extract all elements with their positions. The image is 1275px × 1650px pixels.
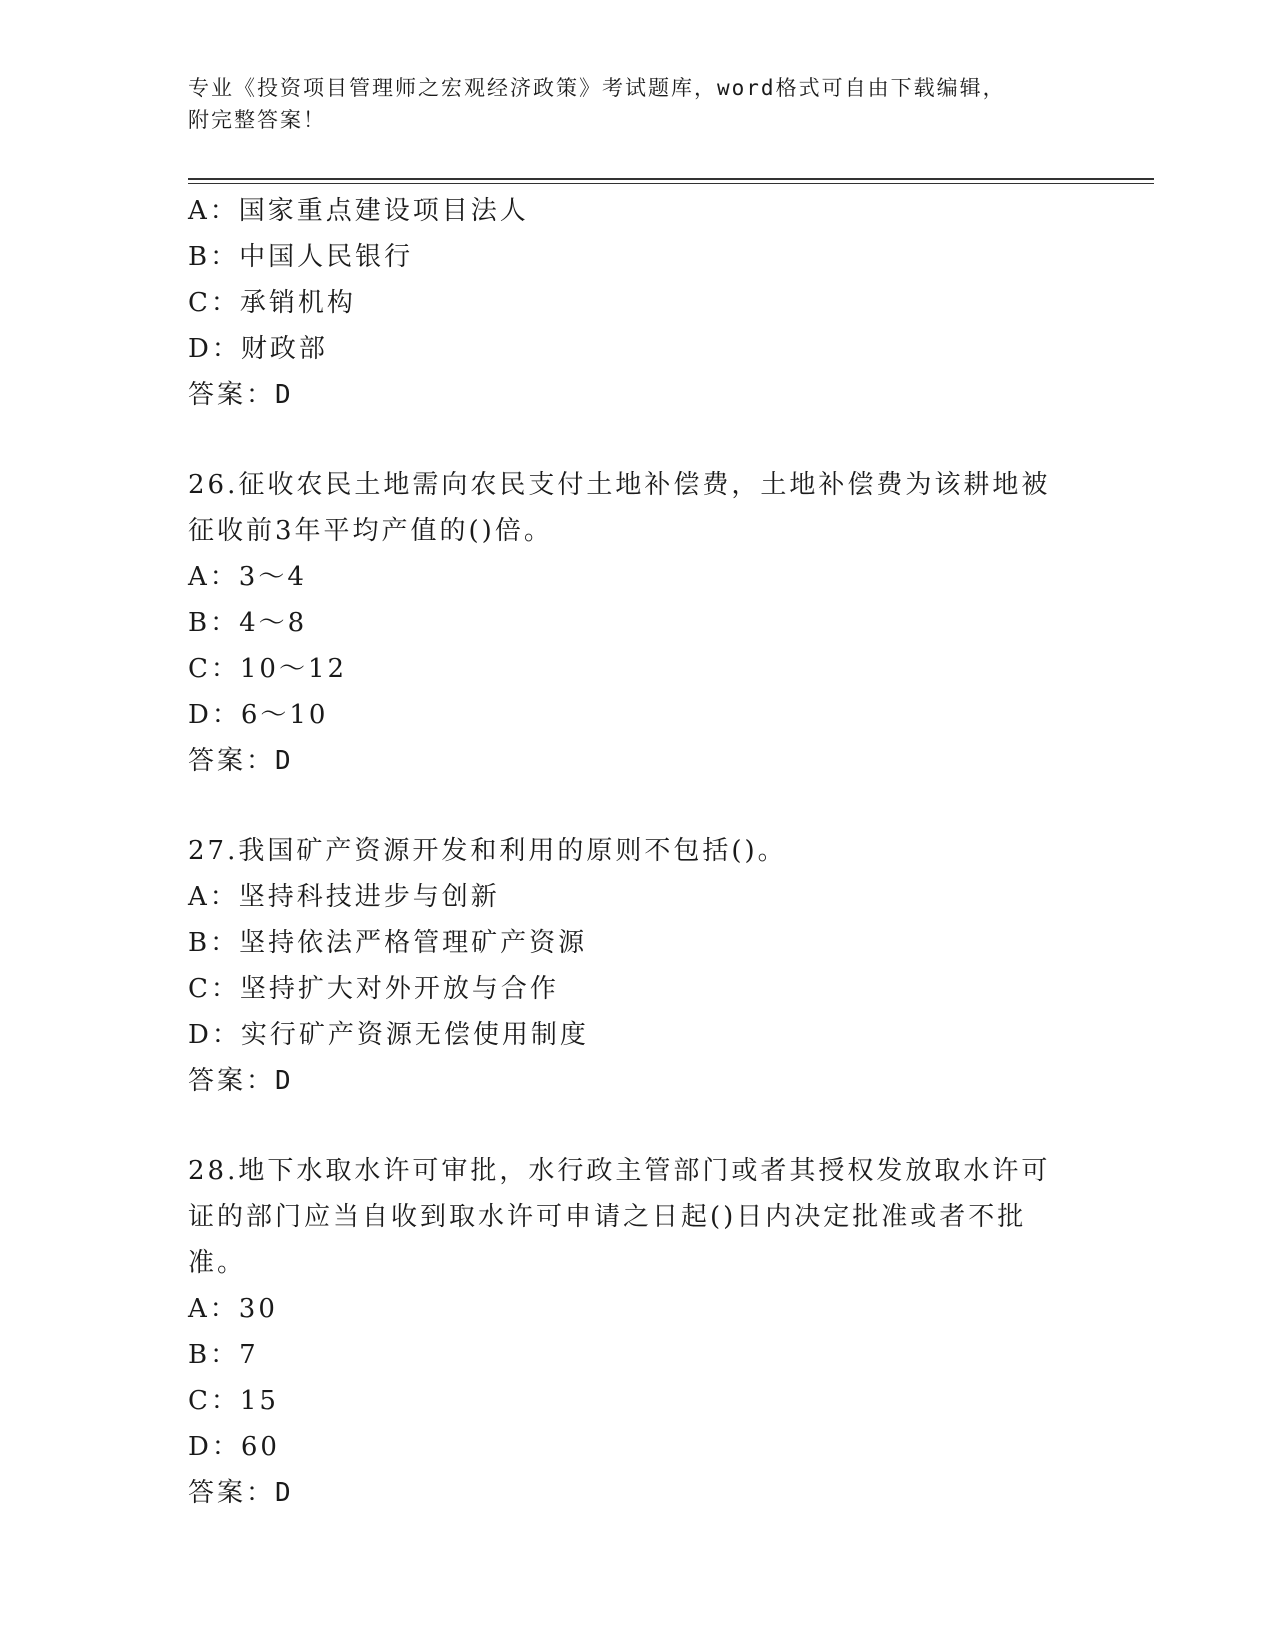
option-d: D：60 [188, 1432, 280, 1462]
answer-label: 答案： [188, 746, 276, 776]
option-a: A：国家重点建设项目法人 [188, 196, 529, 226]
option-d: D：财政部 [188, 334, 328, 364]
intro-line-1: 专业《投资项目管理师之宏观经济政策》考试题库，word格式可自由下载编辑， [188, 76, 1006, 100]
answer-label: 答案： [188, 1478, 276, 1508]
answer-line [188, 372, 1148, 418]
question-block [188, 828, 1148, 1104]
option-b: B：坚持依法严格管理矿产资源 [188, 928, 588, 958]
question-stem: 28.地下水取水许可审批，水行政主管部门或者其授权发放取水许可证的部门应当自收到取水许可申请之日起()日内决定批准或者不批准。 [188, 1156, 1051, 1278]
option-b: B：4～8 [188, 608, 308, 638]
option-b: B：7 [188, 1340, 259, 1370]
option-c: C：坚持扩大对外开放与合作 [188, 974, 559, 1004]
answer-line [188, 1470, 1148, 1516]
intro-line-2: 附完整答案！ [188, 108, 326, 132]
option-c: C：10～12 [188, 654, 348, 684]
answer-value: D [275, 1478, 294, 1508]
option-a: A：3～4 [188, 562, 307, 592]
option-c: C：15 [188, 1386, 279, 1416]
option-a: A：30 [188, 1294, 278, 1324]
question-list [188, 188, 1148, 1516]
question-block [188, 462, 1148, 784]
answer-line [188, 738, 1148, 784]
header-divider [188, 178, 1154, 184]
answer-value: D [275, 746, 294, 776]
question-stem: 27.我国矿产资源开发和利用的原则不包括()。 [188, 836, 787, 866]
question-stem: 26.征收农民土地需向农民支付土地补偿费，土地补偿费为该耕地被征收前3年平均产值的()倍。 [188, 470, 1051, 546]
question-block [188, 1148, 1148, 1516]
option-c: C：承销机构 [188, 288, 356, 318]
option-b: B：中国人民银行 [188, 242, 414, 272]
document-header [188, 72, 1088, 136]
answer-value: D [275, 1066, 294, 1096]
answer-value: D [275, 380, 294, 410]
answer-label: 答案： [188, 1066, 276, 1096]
question-block [188, 188, 1148, 418]
option-d: D：实行矿产资源无偿使用制度 [188, 1020, 589, 1050]
answer-label: 答案： [188, 380, 276, 410]
option-a: A：坚持科技进步与创新 [188, 882, 500, 912]
answer-line [188, 1058, 1148, 1104]
option-d: D：6～10 [188, 700, 329, 730]
